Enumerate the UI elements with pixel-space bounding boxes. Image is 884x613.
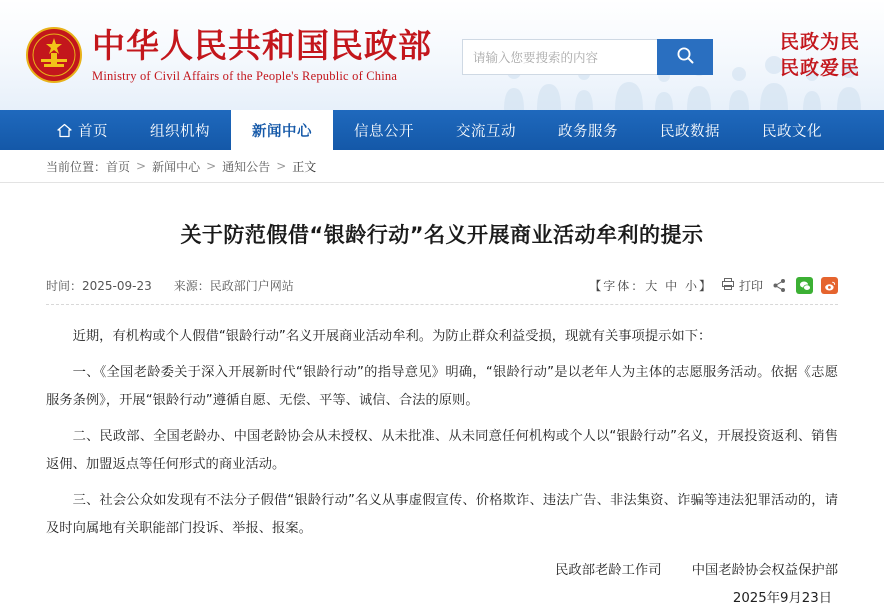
nav-item-organization[interactable]: [129, 110, 231, 150]
site-slogan: [780, 29, 868, 81]
nav-item-data[interactable]: [639, 110, 741, 150]
share-icon[interactable]: [771, 277, 788, 294]
article-meta-tools: [589, 277, 838, 294]
wechat-icon[interactable]: [796, 277, 813, 294]
signature-unit-2: 中国老龄协会权益保护部: [691, 563, 838, 578]
nav-label-interaction: 交流互动: [456, 123, 516, 140]
search-input[interactable]: [462, 39, 657, 75]
site-title-en: Ministry of Civil Affairs of the People's Republic of China: [92, 69, 398, 83]
article-paragraph: 二、民政部、全国老龄办、中国老龄协会从未授权、从未批准、从未同意任何机构或个人以“银龄行动”名义，开展投资返利、销售返佣、加盟返点等任何形式的商业活动。: [46, 429, 838, 472]
nav-label-services: 政务服务: [558, 123, 618, 140]
nav-item-culture[interactable]: [741, 110, 843, 150]
publish-source: 来源：民政部门户网站: [173, 279, 294, 293]
search-bar: [462, 39, 713, 75]
font-size-small[interactable]: 小: [684, 279, 699, 293]
nav-label-home: 首页: [78, 123, 108, 140]
font-size-controls: [589, 277, 713, 294]
breadcrumb-item-news[interactable]: 新闻中心: [152, 159, 201, 174]
article-meta-left: [46, 277, 294, 294]
national-emblem-icon: [24, 25, 84, 85]
article-signature: [46, 557, 838, 613]
article-body: [46, 323, 838, 543]
breadcrumb-item-home[interactable]: 首页: [106, 159, 131, 174]
main-nav: [0, 110, 884, 150]
search-icon: [676, 46, 695, 68]
breadcrumb-separator: >: [136, 159, 147, 173]
nav-label-disclosure: 信息公开: [354, 123, 414, 140]
print-button[interactable]: [721, 277, 763, 294]
font-size-label-end: 】: [698, 279, 713, 293]
article-paragraph: 近期，有机构或个人假借“银龄行动”名义开展商业活动牟利。为防止群众利益受损，现就有关事项提示如下：: [72, 329, 712, 344]
font-size-medium[interactable]: 中: [665, 279, 680, 293]
nav-label-news: 新闻中心: [252, 123, 312, 140]
nav-label-data: 民政数据: [660, 123, 720, 140]
signature-units: [46, 557, 838, 585]
home-icon: [57, 123, 72, 138]
print-label: 打印: [738, 279, 763, 293]
nav-item-home[interactable]: [45, 110, 129, 150]
breadcrumb: [0, 150, 884, 183]
slogan-line-1: 民政为民: [779, 31, 860, 53]
printer-icon: [721, 277, 735, 294]
nav-item-services[interactable]: [537, 110, 639, 150]
article-paragraph: 三、社会公众如发现有不法分子假借“银龄行动”名义从事虚假宣传、价格欺诈、违法广告、非法集资、诈骗等违法犯罪活动的，请及时向属地有关职能部门投诉、举报、报案。: [46, 493, 838, 536]
site-title-block: [92, 26, 432, 84]
nav-item-news[interactable]: [231, 110, 333, 150]
breadcrumb-separator: >: [206, 159, 217, 173]
slogan-line-2: 民政爱民: [779, 57, 860, 79]
font-size-large[interactable]: 大: [645, 279, 660, 293]
nav-label-organization: 组织机构: [150, 123, 210, 140]
article-paragraph: 一、《全国老龄委关于深入开展新时代“银龄行动”的指导意见》明确，“银龄行动”是以老年人为主体的志愿服务活动。依据《志愿服务条例》，开展“银龄行动”遵循自愿、无偿、平等、诚信、合法的原则。: [46, 365, 838, 408]
weibo-icon[interactable]: [821, 277, 838, 294]
search-button[interactable]: [657, 39, 713, 75]
article-meta: [46, 277, 838, 304]
breadcrumb-separator: >: [276, 159, 287, 173]
article: [0, 219, 884, 613]
page-title: 关于防范假借“银龄行动”名义开展商业活动牟利的提示: [180, 223, 704, 247]
publish-time: 时间：2025-09-23: [46, 279, 152, 293]
signature-date: 2025年9月23日: [732, 591, 832, 606]
signature-unit-1: 民政部老龄工作司: [555, 563, 662, 578]
breadcrumb-item-notices[interactable]: 通知公告: [222, 159, 271, 174]
nav-label-culture: 民政文化: [762, 123, 822, 140]
meta-divider: [46, 304, 838, 305]
site-title-cn: 中华人民共和国民政部: [92, 26, 432, 65]
nav-item-interaction[interactable]: [435, 110, 537, 150]
breadcrumb-prefix: 当前位置：: [46, 159, 107, 174]
nav-item-disclosure[interactable]: [333, 110, 435, 150]
breadcrumb-item-current: 正文: [292, 159, 317, 174]
site-header: [0, 0, 884, 110]
font-size-label: 【字体：: [589, 279, 646, 293]
